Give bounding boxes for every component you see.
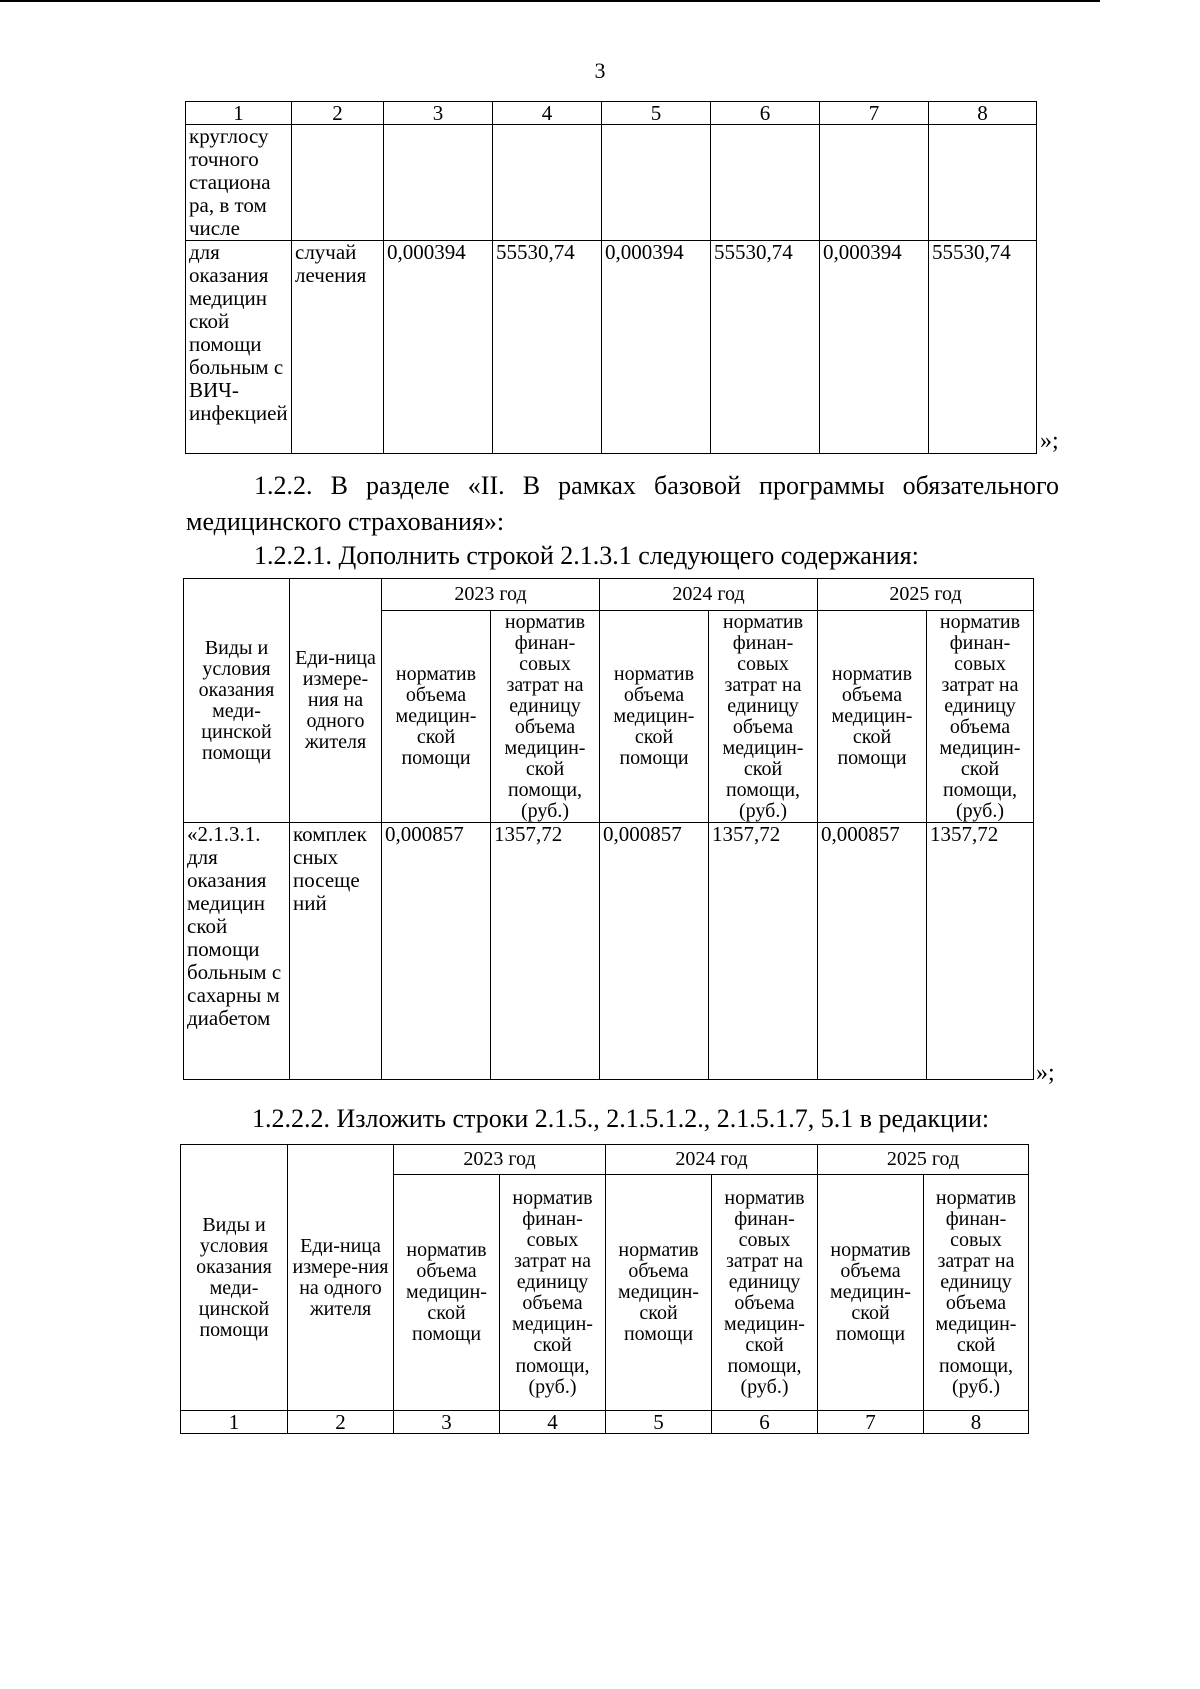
year-head: 2023 год [394,1145,606,1175]
unit-cell: комплек сных посеще ний [290,823,382,1080]
paragraph: 1.2.2.1. Дополнить строкой 2.1.3.1 следующего содержания: [254,541,919,570]
value-cell: 1357,72 [709,823,818,1080]
value-cell: 0,000857 [818,823,927,1080]
year-head: 2023 год [382,579,600,611]
col-num: 1 [186,102,292,125]
col-num: 1 [181,1411,288,1434]
sub-head-volume: норматив объема медицин-ской помощи [382,611,491,823]
col-head-unit: Еди-ница измере-ния на одного жителя [288,1145,394,1411]
col-num: 7 [818,1411,924,1434]
col-head-kind: Виды и условия оказания меди-цинской помощи [181,1145,288,1411]
value-cell: 0,000394 [602,241,711,454]
col-num: 4 [493,102,602,125]
table-row [186,125,1037,241]
col-num: 5 [606,1411,712,1434]
sub-head-cost: норматив финан-совых затрат на единицу объема медицин-ской помощи, (руб.) [924,1175,1029,1411]
col-head-unit: Еди-ница измере-ния на одного жителя [290,579,382,823]
table-new-row [183,578,1034,1080]
row-label: «2.1.3.1. для оказания медицин ской помощи больным с сахарны м диабетом [184,823,290,1080]
col-num: 6 [712,1411,818,1434]
row-label: круглосу точного стациона ра, в том числе [186,125,292,241]
table-header-new-wording [180,1144,1029,1434]
sub-head-cost: норматив финан-совых затрат на единицу объема медицин-ской помощи, (руб.) [491,611,600,823]
paragraph: 1.2.2. В разделе «II. В рамках базовой программы обязательного медицинского страхования»: [186,471,1059,536]
top-rule [0,0,1100,2]
closing-quote: »; [1036,1060,1055,1086]
col-num: 3 [394,1411,500,1434]
sub-head-cost: норматив финан-совых затрат на единицу объема медицин-ской помощи, (руб.) [500,1175,606,1411]
value-cell: 0,000394 [384,241,493,454]
value-cell: 55530,74 [929,241,1037,454]
col-num: 5 [602,102,711,125]
col-head-kind: Виды и условия оказания меди-цинской помощи [184,579,290,823]
col-num: 4 [500,1411,606,1434]
col-num: 2 [292,102,384,125]
col-num: 7 [820,102,929,125]
row-label: для оказания медицин ской помощи больным с ВИЧ-инфекцией [186,241,292,454]
value-cell: 0,000857 [600,823,709,1080]
value-cell: 55530,74 [493,241,602,454]
year-head: 2024 год [606,1145,818,1175]
sub-head-volume: норматив объема медицин-ской помощи [606,1175,712,1411]
year-head: 2025 год [818,1145,1029,1175]
value-cell: 55530,74 [711,241,820,454]
value-cell: 0,000394 [820,241,929,454]
sub-head-cost: норматив финан-совых затрат на единицу объема медицин-ской помощи, (руб.) [927,611,1034,823]
closing-quote: »; [1040,428,1059,454]
col-num: 2 [288,1411,394,1434]
col-num: 8 [924,1411,1029,1434]
unit-cell: случай лечения [292,241,384,454]
sub-head-volume: норматив объема медицин-ской помощи [818,611,927,823]
sub-head-volume: норматив объема медицин-ской помощи [818,1175,924,1411]
year-header-row [181,1145,1029,1175]
value-cell: 1357,72 [927,823,1034,1080]
year-head: 2025 год [818,579,1034,611]
col-num: 3 [384,102,493,125]
sub-head-cost: норматив финан-совых затрат на единицу объема медицин-ской помощи, (руб.) [709,611,818,823]
sub-head-volume: норматив объема медицин-ской помощи [600,611,709,823]
value-cell: 1357,72 [491,823,600,1080]
table-row [186,241,1037,454]
page-number: 3 [594,58,606,83]
col-num: 6 [711,102,820,125]
table-row [184,823,1034,1080]
sub-head-cost: норматив финан-совых затрат на единицу объема медицин-ской помощи, (руб.) [712,1175,818,1411]
value-cell: 0,000857 [382,823,491,1080]
col-num: 8 [929,102,1037,125]
column-number-row [186,102,1037,125]
paragraph: 1.2.2.2. Изложить строки 2.1.5., 2.1.5.1.2., 2.1.5.1.7, 5.1 в редакции: [252,1104,990,1133]
column-number-row [181,1411,1029,1434]
sub-head-volume: норматив объема медицин-ской помощи [394,1175,500,1411]
table-continued [185,101,1037,454]
year-head: 2024 год [600,579,818,611]
year-header-row [184,579,1034,611]
